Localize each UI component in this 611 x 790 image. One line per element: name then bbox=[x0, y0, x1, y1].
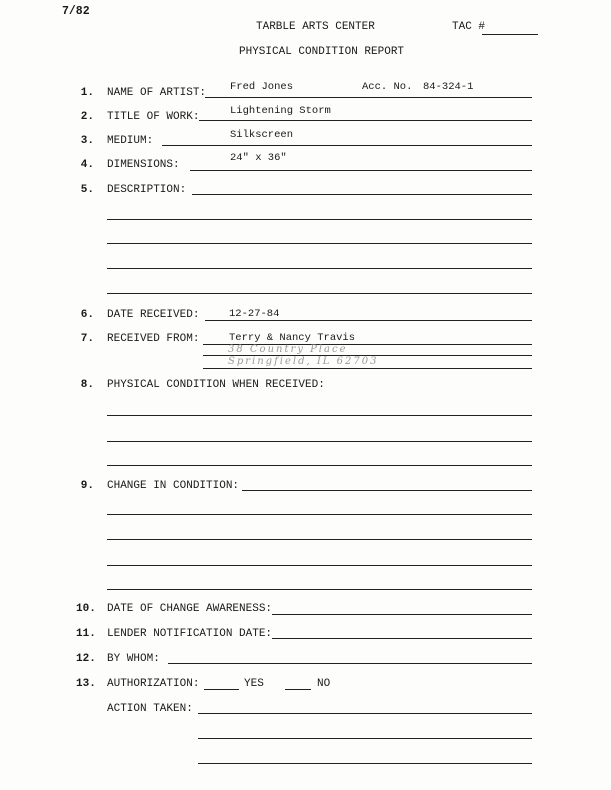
condition-line[interactable] bbox=[107, 441, 532, 442]
action-taken-line[interactable] bbox=[198, 763, 532, 764]
change-condition-line[interactable] bbox=[242, 490, 532, 491]
field-8-number: 8. bbox=[80, 379, 94, 391]
change-condition-line[interactable] bbox=[107, 514, 532, 515]
title-field[interactable] bbox=[199, 120, 532, 121]
description-label: DESCRIPTION: bbox=[107, 184, 187, 196]
tac-label: TAC # bbox=[452, 21, 486, 33]
field-7-number: 7. bbox=[80, 333, 94, 345]
medium-field[interactable] bbox=[162, 145, 532, 146]
description-line[interactable] bbox=[107, 268, 532, 269]
date-received-field[interactable] bbox=[205, 320, 532, 321]
field-11-number: 11. bbox=[76, 628, 96, 640]
org-name: TARBLE ARTS CENTER bbox=[256, 21, 375, 33]
yes-checkbox-line[interactable] bbox=[204, 689, 239, 690]
artist-value: Fred Jones bbox=[230, 81, 294, 93]
no-label: NO bbox=[317, 678, 331, 690]
field-13-number: 13. bbox=[76, 678, 96, 690]
artist-field[interactable] bbox=[205, 97, 532, 98]
field-4-number: 4. bbox=[80, 159, 94, 171]
address-line-2-rule[interactable] bbox=[203, 368, 532, 369]
field-10-number: 10. bbox=[76, 603, 96, 615]
medium-label: MEDIUM: bbox=[107, 135, 154, 147]
change-condition-line[interactable] bbox=[107, 589, 532, 590]
title-value: Lightening Storm bbox=[230, 105, 331, 117]
date-code: 7/82 bbox=[62, 5, 90, 18]
change-awareness-field[interactable] bbox=[272, 614, 532, 615]
description-line[interactable] bbox=[107, 243, 532, 244]
received-from-value: Terry & Nancy Travis bbox=[229, 332, 356, 344]
change-condition-line[interactable] bbox=[107, 539, 532, 540]
condition-line[interactable] bbox=[107, 415, 532, 416]
acc-no-label: Acc. No. bbox=[362, 81, 413, 93]
tac-field[interactable] bbox=[482, 34, 538, 35]
received-from-label: RECEIVED FROM: bbox=[107, 333, 200, 345]
title-label: TITLE OF WORK: bbox=[107, 111, 200, 123]
no-checkbox-line[interactable] bbox=[285, 689, 311, 690]
action-taken-line[interactable] bbox=[198, 738, 532, 739]
form-title: PHYSICAL CONDITION REPORT bbox=[239, 46, 405, 58]
condition-line[interactable] bbox=[107, 465, 532, 466]
field-12-number: 12. bbox=[76, 653, 96, 665]
field-1-number: 1. bbox=[80, 87, 94, 99]
by-whom-label: BY WHOM: bbox=[107, 653, 160, 665]
address-line-1: 38 Country Place bbox=[228, 344, 348, 355]
artist-label: NAME OF ARTIST: bbox=[107, 87, 207, 99]
authorization-label: AUTHORIZATION: bbox=[107, 678, 200, 690]
dimensions-field[interactable] bbox=[190, 170, 532, 171]
action-taken-line[interactable] bbox=[198, 713, 532, 714]
address-line-2: Springfield, IL 62703 bbox=[228, 356, 379, 367]
yes-label: YES bbox=[244, 678, 264, 690]
dimensions-value: 24" x 36" bbox=[230, 152, 287, 164]
field-2-number: 2. bbox=[80, 111, 94, 123]
change-awareness-label: DATE OF CHANGE AWARENESS: bbox=[107, 603, 273, 615]
change-condition-line[interactable] bbox=[107, 565, 532, 566]
field-5-number: 5. bbox=[80, 184, 94, 196]
description-line[interactable] bbox=[192, 194, 532, 195]
condition-received-label: PHYSICAL CONDITION WHEN RECEIVED: bbox=[107, 379, 325, 391]
action-taken-label: ACTION TAKEN: bbox=[107, 703, 193, 715]
description-line[interactable] bbox=[107, 219, 532, 220]
by-whom-field[interactable] bbox=[168, 663, 532, 664]
acc-no-value: 84-324-1 bbox=[423, 81, 474, 93]
date-received-label: DATE RECEIVED: bbox=[107, 309, 200, 321]
date-received-value: 12-27-84 bbox=[229, 308, 280, 320]
lender-notification-label: LENDER NOTIFICATION DATE: bbox=[107, 628, 273, 640]
dimensions-label: DIMENSIONS: bbox=[107, 159, 180, 171]
field-3-number: 3. bbox=[80, 135, 94, 147]
description-line[interactable] bbox=[107, 293, 532, 294]
change-condition-label: CHANGE IN CONDITION: bbox=[107, 480, 240, 492]
field-6-number: 6. bbox=[80, 309, 94, 321]
field-9-number: 9. bbox=[80, 480, 94, 492]
medium-value: Silkscreen bbox=[230, 129, 294, 141]
lender-notification-field[interactable] bbox=[272, 638, 532, 639]
